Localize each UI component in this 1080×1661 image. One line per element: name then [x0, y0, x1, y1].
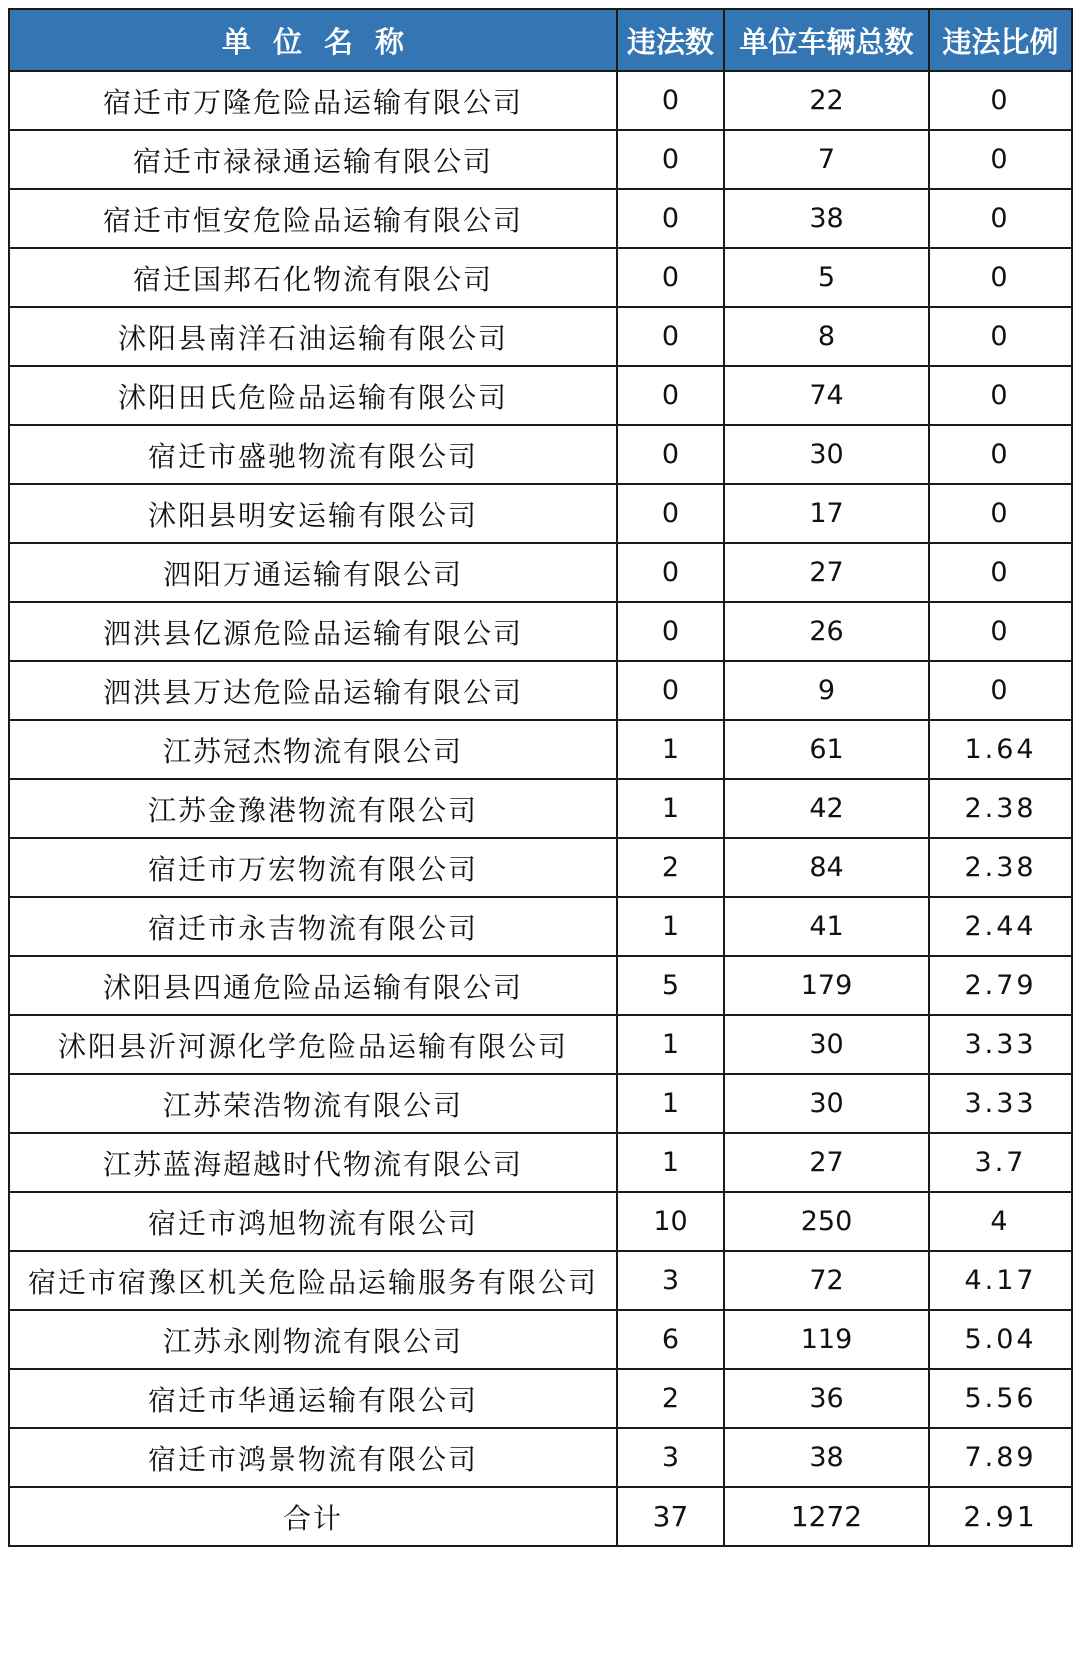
header-vehicles: 单位车辆总数 [724, 9, 929, 71]
violations-cell: 0 [617, 425, 724, 484]
violations-cell: 0 [617, 661, 724, 720]
vehicles-cell: 72 [724, 1251, 929, 1310]
vehicles-cell: 38 [724, 189, 929, 248]
table-row [9, 956, 1072, 1015]
header-row [9, 9, 1072, 71]
violations-cell: 10 [617, 1192, 724, 1251]
unit-name-cell: 江苏冠杰物流有限公司 [9, 720, 617, 779]
violations-cell: 1 [617, 1015, 724, 1074]
unit-name-cell: 宿迁市禄禄通运输有限公司 [9, 130, 617, 189]
unit-name-cell: 宿迁国邦石化物流有限公司 [9, 248, 617, 307]
unit-name-cell: 宿迁市盛驰物流有限公司 [9, 425, 617, 484]
table-row [9, 1074, 1072, 1133]
table-row [9, 1428, 1072, 1487]
table-row [9, 720, 1072, 779]
vehicles-cell: 27 [724, 543, 929, 602]
table-row [9, 1251, 1072, 1310]
vehicles-cell: 119 [724, 1310, 929, 1369]
vehicles-cell: 30 [724, 425, 929, 484]
table-row [9, 484, 1072, 543]
violations-cell: 0 [617, 189, 724, 248]
violations-cell: 0 [617, 366, 724, 425]
violations-cell: 0 [617, 307, 724, 366]
violation-rate-cell: 5.56 [929, 1369, 1072, 1428]
vehicles-cell: 8 [724, 307, 929, 366]
unit-name-cell: 江苏永刚物流有限公司 [9, 1310, 617, 1369]
total-vehicles: 1272 [724, 1487, 929, 1546]
table-row [9, 248, 1072, 307]
violations-cell: 3 [617, 1251, 724, 1310]
table-row [9, 71, 1072, 130]
violations-cell: 5 [617, 956, 724, 1015]
violation-rate-cell: 0 [929, 189, 1072, 248]
vehicles-cell: 7 [724, 130, 929, 189]
vehicles-cell: 5 [724, 248, 929, 307]
violations-cell: 3 [617, 1428, 724, 1487]
vehicles-cell: 30 [724, 1015, 929, 1074]
violation-rate-cell: 1.64 [929, 720, 1072, 779]
header-violation-rate: 违法比例 [929, 9, 1072, 71]
unit-name-cell: 江苏金豫港物流有限公司 [9, 779, 617, 838]
violation-rate-cell: 0 [929, 484, 1072, 543]
violation-rate-cell: 4.17 [929, 1251, 1072, 1310]
violation-rate-cell: 3.33 [929, 1015, 1072, 1074]
table-row [9, 189, 1072, 248]
table-row [9, 779, 1072, 838]
vehicles-cell: 38 [724, 1428, 929, 1487]
vehicles-cell: 36 [724, 1369, 929, 1428]
violations-cell: 6 [617, 1310, 724, 1369]
vehicles-cell: 17 [724, 484, 929, 543]
violations-cell: 0 [617, 484, 724, 543]
unit-name-cell: 沭阳县南洋石油运输有限公司 [9, 307, 617, 366]
unit-name-cell: 沭阳县明安运输有限公司 [9, 484, 617, 543]
violations-cell: 1 [617, 720, 724, 779]
violations-cell: 0 [617, 130, 724, 189]
violation-rate-cell: 0 [929, 425, 1072, 484]
table-row [9, 661, 1072, 720]
violations-cell: 1 [617, 1074, 724, 1133]
total-violation-rate: 2.91 [929, 1487, 1072, 1546]
table-row [9, 602, 1072, 661]
unit-name-cell: 宿迁市永吉物流有限公司 [9, 897, 617, 956]
table-row [9, 366, 1072, 425]
violation-rate-cell: 0 [929, 602, 1072, 661]
vehicles-cell: 74 [724, 366, 929, 425]
vehicles-cell: 9 [724, 661, 929, 720]
table-row [9, 543, 1072, 602]
violations-cell: 2 [617, 838, 724, 897]
total-violations: 37 [617, 1487, 724, 1546]
vehicles-cell: 41 [724, 897, 929, 956]
unit-name-cell: 江苏荣浩物流有限公司 [9, 1074, 617, 1133]
unit-name-cell: 沭阳县沂河源化学危险品运输有限公司 [9, 1015, 617, 1074]
violation-rate-cell: 0 [929, 307, 1072, 366]
unit-name-cell: 宿迁市宿豫区机关危险品运输服务有限公司 [9, 1251, 617, 1310]
table-row [9, 130, 1072, 189]
header-violations: 违法数 [617, 9, 724, 71]
violation-rate-cell: 2.38 [929, 838, 1072, 897]
table-row [9, 1369, 1072, 1428]
violation-rate-cell: 0 [929, 543, 1072, 602]
table-row [9, 425, 1072, 484]
unit-name-cell: 宿迁市万隆危险品运输有限公司 [9, 71, 617, 130]
violation-rate-cell: 2.44 [929, 897, 1072, 956]
table-row [9, 838, 1072, 897]
violations-cell: 0 [617, 248, 724, 307]
total-label: 合计 [9, 1487, 617, 1546]
vehicles-cell: 61 [724, 720, 929, 779]
unit-name-cell: 沭阳县四通危险品运输有限公司 [9, 956, 617, 1015]
vehicles-cell: 250 [724, 1192, 929, 1251]
violation-rate-cell: 5.04 [929, 1310, 1072, 1369]
unit-name-cell: 江苏蓝海超越时代物流有限公司 [9, 1133, 617, 1192]
vehicles-cell: 26 [724, 602, 929, 661]
table-row [9, 1192, 1072, 1251]
table-row [9, 1015, 1072, 1074]
violation-rate-cell: 2.38 [929, 779, 1072, 838]
violation-rate-cell: 0 [929, 661, 1072, 720]
vehicles-cell: 179 [724, 956, 929, 1015]
unit-name-cell: 泗洪县亿源危险品运输有限公司 [9, 602, 617, 661]
table-body [9, 71, 1072, 1546]
table-row [9, 1133, 1072, 1192]
violations-cell: 0 [617, 543, 724, 602]
unit-name-cell: 宿迁市鸿景物流有限公司 [9, 1428, 617, 1487]
vehicles-cell: 30 [724, 1074, 929, 1133]
violation-rate-cell: 7.89 [929, 1428, 1072, 1487]
unit-name-cell: 宿迁市恒安危险品运输有限公司 [9, 189, 617, 248]
violations-cell: 0 [617, 71, 724, 130]
vehicles-cell: 42 [724, 779, 929, 838]
table-row [9, 307, 1072, 366]
vehicles-cell: 22 [724, 71, 929, 130]
unit-name-cell: 泗洪县万达危险品运输有限公司 [9, 661, 617, 720]
violation-table-container [8, 8, 1071, 1547]
unit-name-cell: 泗阳万通运输有限公司 [9, 543, 617, 602]
vehicles-cell: 84 [724, 838, 929, 897]
violation-rate-cell: 0 [929, 130, 1072, 189]
unit-name-cell: 沭阳田氏危险品运输有限公司 [9, 366, 617, 425]
vehicles-cell: 27 [724, 1133, 929, 1192]
violations-cell: 2 [617, 1369, 724, 1428]
violations-cell: 1 [617, 897, 724, 956]
table-row [9, 897, 1072, 956]
unit-name-cell: 宿迁市华通运输有限公司 [9, 1369, 617, 1428]
total-row [9, 1487, 1072, 1546]
violations-cell: 0 [617, 602, 724, 661]
violation-table [8, 8, 1073, 1547]
violation-rate-cell: 0 [929, 366, 1072, 425]
violation-rate-cell: 4 [929, 1192, 1072, 1251]
violation-rate-cell: 3.7 [929, 1133, 1072, 1192]
violation-rate-cell: 2.79 [929, 956, 1072, 1015]
header-unit-name: 单位名称 [9, 9, 617, 71]
unit-name-cell: 宿迁市鸿旭物流有限公司 [9, 1192, 617, 1251]
violations-cell: 1 [617, 779, 724, 838]
violation-rate-cell: 0 [929, 71, 1072, 130]
unit-name-cell: 宿迁市万宏物流有限公司 [9, 838, 617, 897]
table-row [9, 1310, 1072, 1369]
violation-rate-cell: 0 [929, 248, 1072, 307]
violation-rate-cell: 3.33 [929, 1074, 1072, 1133]
violations-cell: 1 [617, 1133, 724, 1192]
